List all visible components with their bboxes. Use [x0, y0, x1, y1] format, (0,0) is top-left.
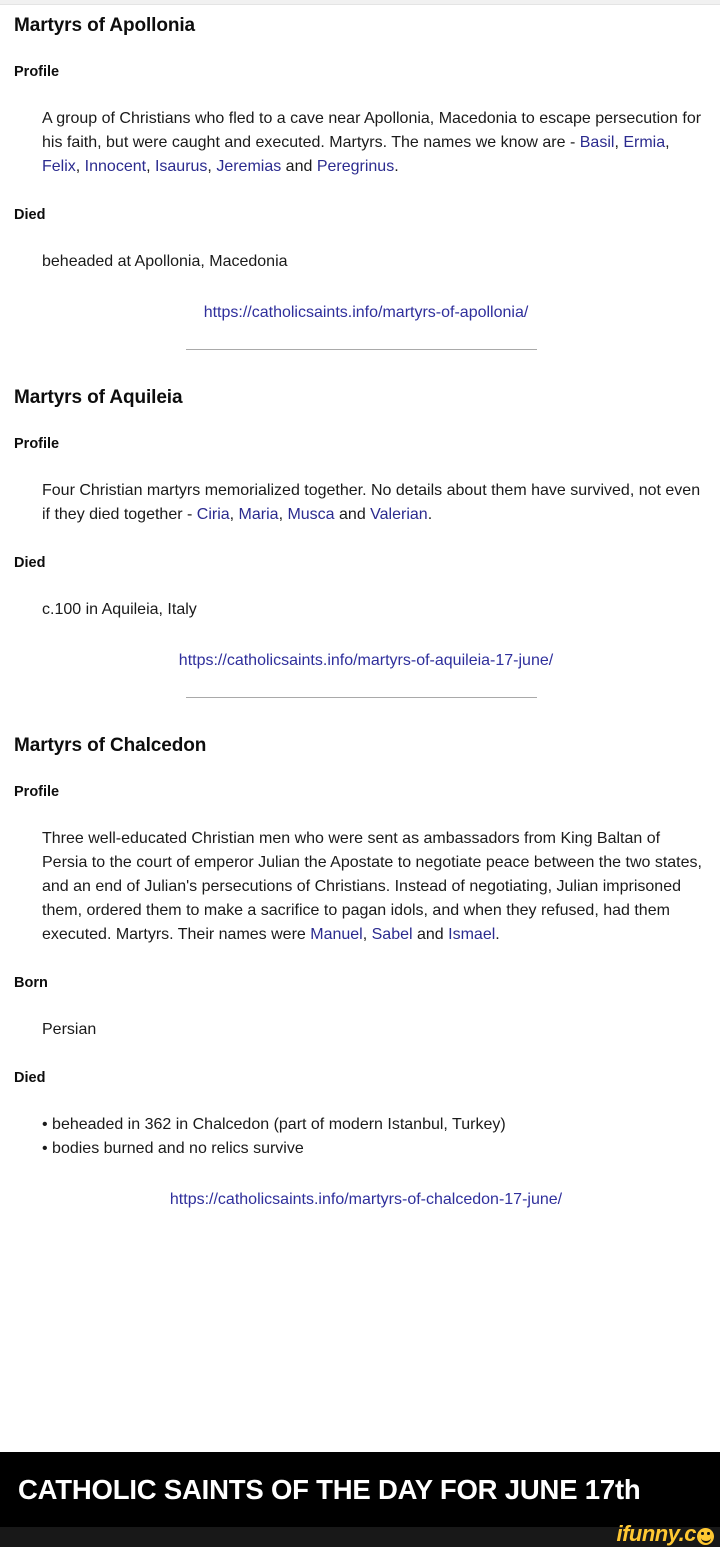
profile-lead: Four Christian martyrs memorialized together. No details about them have survived, not even if they died together - [42, 482, 701, 523]
saint-name-link[interactable]: Felix [42, 158, 76, 175]
saint-name-link[interactable]: Ermia [623, 134, 666, 151]
source-url-link[interactable]: https://catholicsaints.info/martyrs-of-chalcedon-17-june/ [169, 1191, 563, 1208]
smiley-face-icon [697, 1528, 714, 1545]
profile-name-list: Manuel, Sabel and Ismael. [310, 926, 500, 943]
saint-entry [14, 15, 706, 377]
field-label-born: Born [14, 975, 48, 991]
died-bullet: • beheaded in 362 in Chalcedon (part of modern Istanbul, Turkey) [42, 1116, 506, 1133]
saint-name-link[interactable]: Musca [287, 506, 335, 523]
saint-name-link[interactable]: Manuel [310, 926, 363, 943]
banner-title: CATHOLIC SAINTS OF THE DAY FOR JUNE 17th [18, 1473, 641, 1505]
article-content [0, 15, 720, 1212]
saint-name-link[interactable]: Ismael [448, 926, 496, 943]
profile-lead: Three well-educated Christian men who were sent as ambassadors from King Baltan of Persia to the court of emperor Julian the Apostate to negotiate peace between the two states, and an end of Julian's persecutions of Christians. Instead of negotiating, Julian imprisoned them, ordered them to make a sacrifice to pagan idols, and when they refused, had them executed. Martyrs. Their names were [42, 830, 702, 943]
source-url-link[interactable]: https://catholicsaints.info/martyrs-of-aquileia-17-june/ [178, 652, 554, 669]
source-url-row [14, 1188, 706, 1212]
saint-name-link[interactable]: Sabel [371, 926, 413, 943]
saint-name-link[interactable]: Jeremias [216, 158, 282, 175]
field-label-profile: Profile [14, 64, 60, 80]
saint-name-link[interactable]: Valerian [370, 506, 428, 523]
saint-name-link[interactable]: Peregrinus [316, 158, 395, 175]
saint-name-link[interactable]: Innocent [84, 158, 147, 175]
profile-lead: A group of Christians who fled to a cave near Apollonia, Macedonia to escape persecution for his faith, but were caught and executed. Martyrs. The names we know are - [42, 110, 702, 151]
profile-text [14, 107, 706, 179]
field-label-died: Died [14, 207, 46, 223]
source-url-row [14, 301, 706, 325]
profile-text [14, 827, 706, 947]
entry-title: Martyrs of Apollonia [14, 15, 195, 36]
field-label-profile: Profile [14, 784, 60, 800]
field-label-died: Died [14, 555, 46, 571]
entry-title: Martyrs of Aquileia [14, 387, 183, 408]
ifunny-watermark [616, 1521, 714, 1547]
field-label-died: Died [14, 1070, 46, 1086]
died-text: c.100 in Aquileia, Italy [42, 601, 197, 618]
footer-strip [0, 1527, 720, 1547]
source-url-row [14, 649, 706, 673]
profile-name-list: Basil, Ermia, Felix, Innocent, Isaurus, Jeremias and Peregrinus. [42, 134, 670, 175]
profile-text [14, 479, 706, 527]
entry-title: Martyrs of Chalcedon [14, 735, 207, 756]
source-url-link[interactable]: https://catholicsaints.info/martyrs-of-apollonia/ [203, 304, 529, 321]
saint-name-link[interactable]: Ciria [196, 506, 230, 523]
bottom-banner [0, 1452, 720, 1527]
died-text: beheaded at Apollonia, Macedonia [42, 253, 288, 270]
saint-name-link[interactable]: Isaurus [154, 158, 208, 175]
profile-name-list: Ciria, Maria, Musca and Valerian. [196, 506, 433, 523]
watermark-text: ifunny.c [616, 1521, 696, 1546]
top-border-strip [0, 0, 720, 5]
saint-name-link[interactable]: Maria [238, 506, 279, 523]
saint-entry [14, 735, 706, 1212]
field-label-profile: Profile [14, 436, 60, 452]
saint-entry [14, 387, 706, 725]
died-bullet-list [14, 1113, 706, 1161]
born-text: Persian [42, 1021, 97, 1038]
saint-name-link[interactable]: Basil [579, 134, 615, 151]
died-bullet: • bodies burned and no relics survive [42, 1140, 304, 1157]
